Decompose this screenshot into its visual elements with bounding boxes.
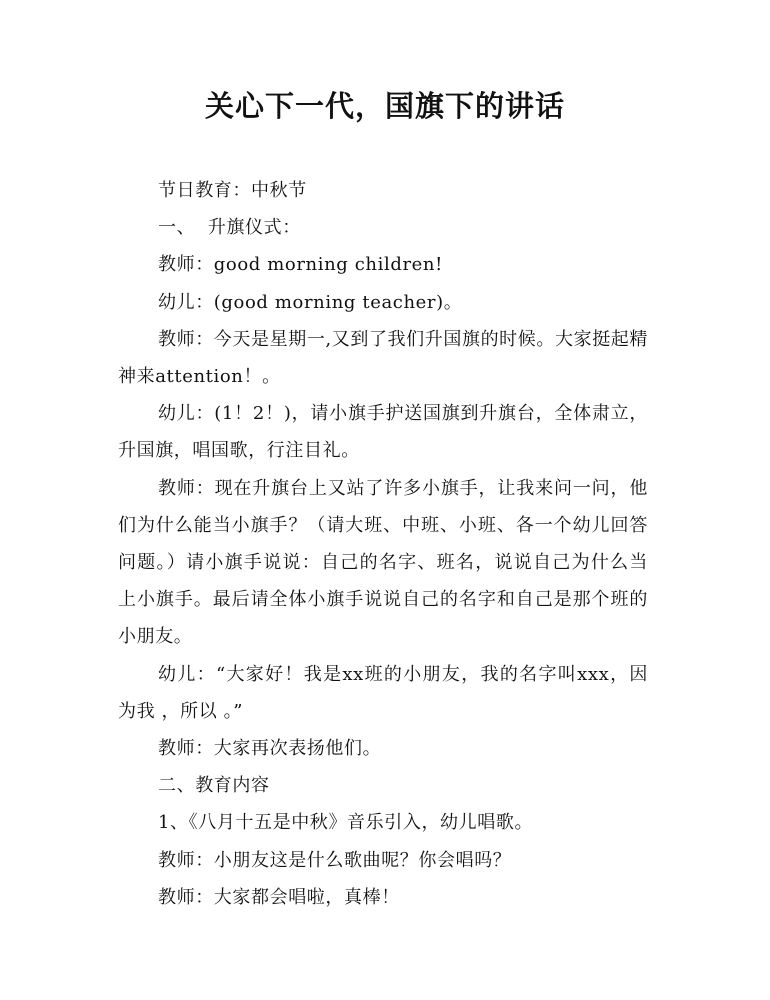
paragraph-children-greeting: 幼儿：(good morning teacher)。 [158, 291, 463, 313]
paragraph-teacher-flag-bearers: 教师：现在升旗台上又站了许多小旗手，让我来问一问，他们为什么能当小旗手？（请大班、中班、小班、各一个幼儿回答问题。）请小旗手说说：自己的名字、班名，说说自己为什么当上小旗手。最后请全体小旗手说说自己的名字和自己是那个班的小朋友。 [118, 477, 648, 648]
paragraph-children-flag-raising: 幼儿：(1！2！)，请小旗手护送国旗到升旗台，全体肃立，升国旗，唱国歌，行注目礼。 [118, 403, 648, 462]
paragraph-teacher-greeting: 教师：good morning children! [158, 254, 443, 276]
paragraph-song-intro: 1、《八月十五是中秋》音乐引入，幼儿唱歌。 [158, 812, 534, 834]
paragraph-section-2-heading: 二、教育内容 [158, 775, 270, 797]
paragraph-teacher-monday: 教师：今天是星期一,又到了我们升国旗的时候。大家挺起精神来attention！。 [118, 328, 648, 388]
document-body [118, 172, 648, 916]
document-title: 关心下一代，国旗下的讲话 [204, 89, 565, 123]
paragraph-children-introduction: 幼儿：“大家好！我是xx班的小朋友，我的名字叫xxx，因为我 ，所以 。” [118, 663, 648, 722]
paragraph-teacher-praise: 教师：大家再次表扬他们。 [158, 738, 382, 760]
paragraph-teacher-question: 教师：小朋友这是什么歌曲呢？你会唱吗？ [158, 849, 512, 871]
paragraph-teacher-compliment: 教师：大家都会唱啦，真棒！ [158, 886, 400, 908]
paragraph-holiday: 节日教育：中秋节 [158, 180, 307, 201]
paragraph-section-1-heading: 一、 升旗仪式： [158, 217, 301, 239]
